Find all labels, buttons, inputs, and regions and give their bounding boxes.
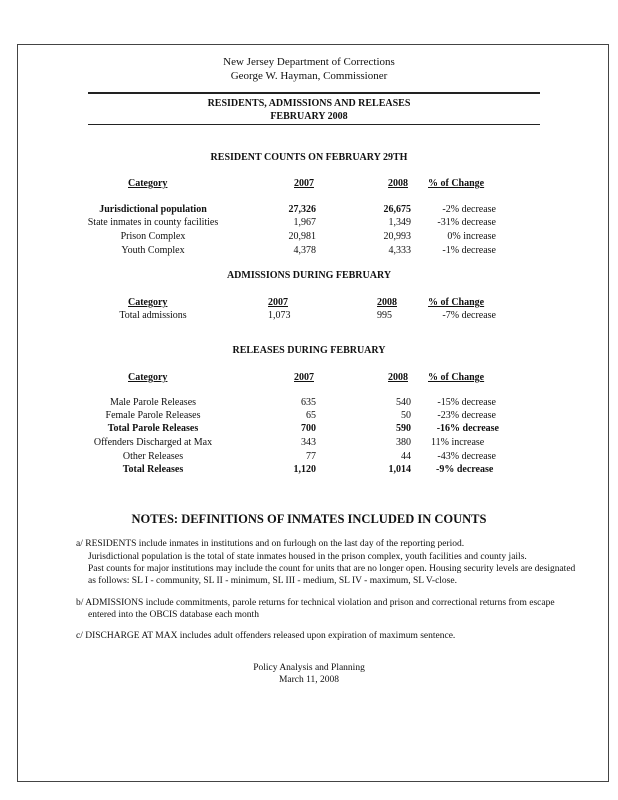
row-change: -2% decrease [442,204,496,215]
row-2008: 380 [396,437,411,448]
row-2007: 700 [301,423,316,434]
residents-col-change: % of Change [428,178,485,189]
row-change: -16% decrease [436,423,499,434]
header-rule-bottom [88,124,540,125]
row-2008: 50 [401,410,411,421]
row-change: -1% decrease [442,245,496,256]
row-2007: 1,967 [293,217,316,228]
note-c [76,630,455,643]
row-2007: 65 [306,410,316,421]
releases-col-change: % of Change [428,372,485,383]
footer-office: Policy Analysis and Planning [253,663,365,673]
report-period: FEBRUARY 2008 [270,111,348,122]
row-category: Total admissions [119,310,187,321]
releases-heading: RELEASES DURING FEBRUARY [232,345,386,356]
admissions-col-2007: 2007 [268,297,288,308]
admissions-col-change: % of Change [428,297,485,308]
row-2008: 44 [401,451,411,462]
report-title: RESIDENTS, ADMISSIONS AND RELEASES [207,98,411,109]
note-b-line2: entered into the OBCIS database each month [88,610,259,620]
row-change: 0% increase [447,231,496,242]
row-change: -7% decrease [442,310,496,321]
row-2007: 4,378 [293,245,316,256]
row-change: 11% increase [431,437,485,448]
note-a-line3: Past counts for major institutions may include the count for units that are no longer open. Housing security levels are designated [88,564,576,574]
row-2008: 26,675 [383,204,411,215]
row-2008: 540 [396,397,411,408]
row-2007: 20,981 [288,231,316,242]
row-category: Prison Complex [120,231,186,242]
row-category: Other Releases [122,451,184,462]
row-2008: 20,993 [383,231,411,242]
releases-col-2008: 2008 [388,372,408,383]
row-2007: 1,073 [268,310,291,321]
note-b [76,597,555,610]
row-2007: 343 [301,437,316,448]
releases-col-category: Category [128,372,168,383]
row-2008: 590 [396,423,411,434]
note-b-marker: b/ [76,598,84,608]
row-category: Total Parole Releases [107,423,199,434]
row-category: Total Releases [122,464,184,475]
row-2008: 4,333 [388,245,411,256]
note-b-line1: ADMISSIONS include commitments, parole returns for technical violation and prison and correctional returns from escape [85,598,555,608]
note-a [76,538,464,551]
row-change: -31% decrease [437,217,496,228]
row-2008: 1,349 [388,217,411,228]
header-rule-top [88,92,540,94]
note-a-line4: as follows: SL I - community, SL II - minimum, SL III - medium, SL IV - maximum, SL V-close. [88,576,457,586]
row-category: Offenders Discharged at Max [93,437,213,448]
note-a-line1: RESIDENTS include inmates in institutions and on furlough on the last day of the reporting period. [85,539,465,549]
row-change: -15% decrease [437,397,496,408]
note-a-marker: a/ [76,539,83,549]
org-name: New Jersey Department of Corrections [223,56,395,68]
row-2007: 77 [306,451,316,462]
row-change: -9% decrease [436,464,494,475]
row-2007: 635 [301,397,316,408]
row-category: Female Parole Releases [105,410,201,421]
row-change: -23% decrease [437,410,496,421]
note-c-line1: DISCHARGE AT MAX includes adult offenders released upon expiration of maximum sentence. [85,631,456,641]
residents-col-2007: 2007 [294,178,314,189]
note-c-marker: c/ [76,631,83,641]
residents-col-2008: 2008 [388,178,408,189]
notes-heading: NOTES: DEFINITIONS OF INMATES INCLUDED IN COUNTS [131,512,487,526]
row-2007: 27,326 [288,204,316,215]
residents-col-category: Category [128,178,168,189]
row-category: Youth Complex [121,245,185,256]
row-category: Jurisdictional population [99,204,207,215]
admissions-col-2008: 2008 [377,297,397,308]
residents-heading: RESIDENT COUNTS ON FEBRUARY 29TH [210,152,408,163]
row-category: Male Parole Releases [109,397,197,408]
admissions-heading: ADMISSIONS DURING FEBRUARY [226,270,392,281]
commissioner-name: George W. Hayman, Commissioner [230,70,388,82]
admissions-col-category: Category [128,297,168,308]
row-2007: 1,120 [293,464,316,475]
releases-col-2007: 2007 [294,372,314,383]
note-a-line2: Jurisdictional population is the total of state inmates housed in the prison complex, youth facilities and county jails. [88,552,527,562]
row-change: -43% decrease [437,451,496,462]
footer-date: March 11, 2008 [278,675,340,685]
row-category: State inmates in county facilities [87,217,219,228]
row-2008: 1,014 [388,464,411,475]
row-2008: 995 [377,310,392,321]
